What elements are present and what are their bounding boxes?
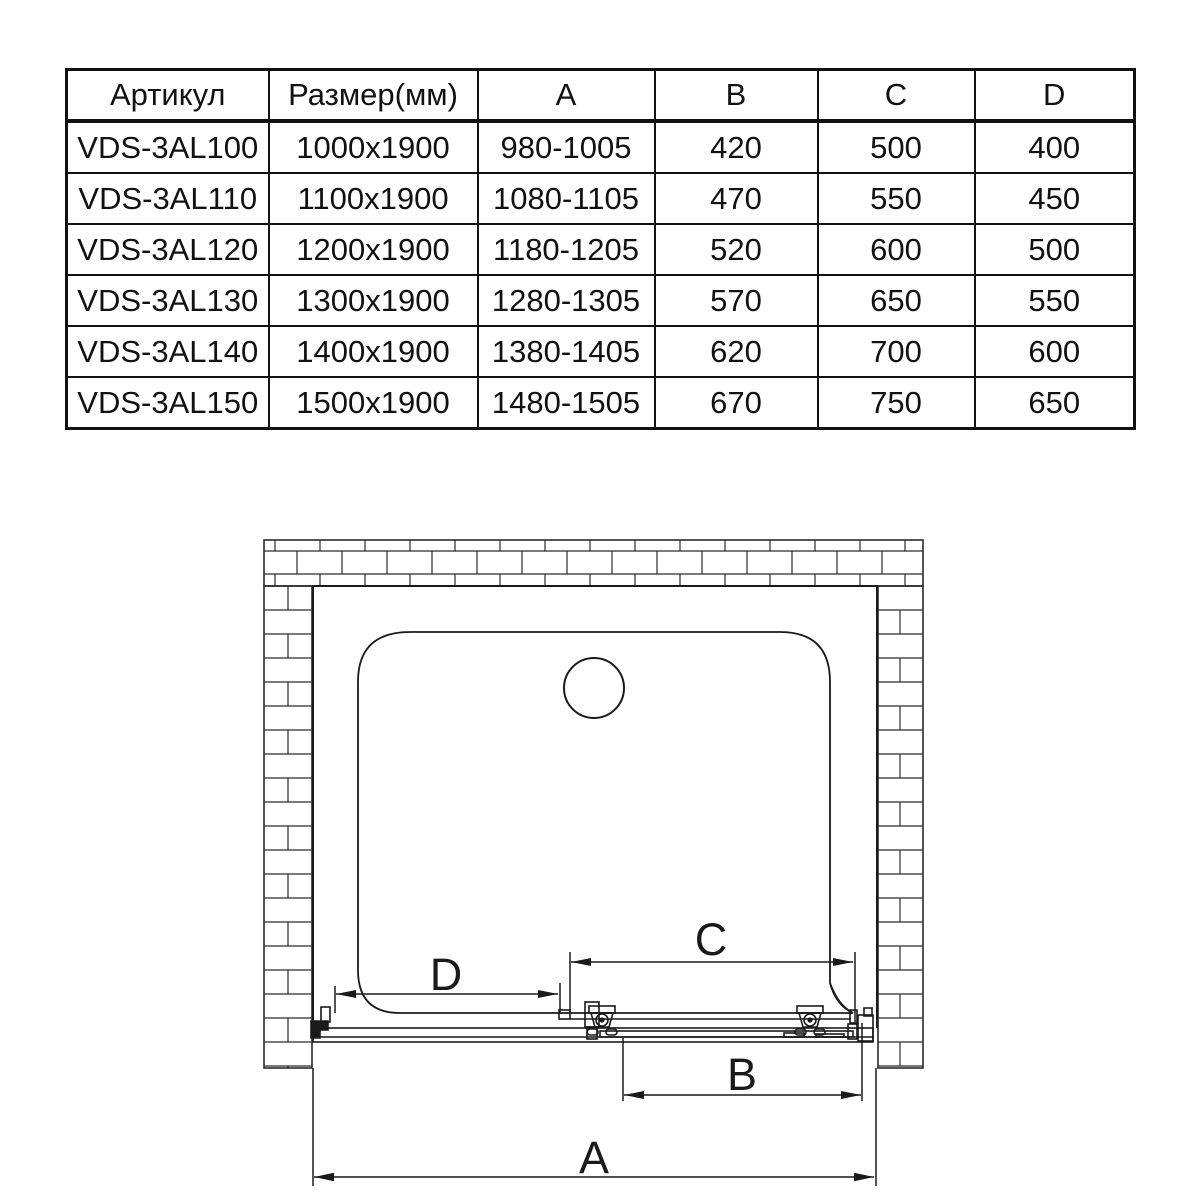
table-cell: 1180-1205 bbox=[478, 224, 655, 275]
table-cell: 620 bbox=[655, 326, 818, 377]
table-cell: 1300x1900 bbox=[269, 275, 478, 326]
table-cell: 1100x1900 bbox=[269, 173, 478, 224]
table-cell: 650 bbox=[818, 275, 975, 326]
table-cell: VDS-3AL110 bbox=[67, 173, 269, 224]
table-cell: VDS-3AL150 bbox=[67, 377, 269, 429]
table-cell: 1280-1305 bbox=[478, 275, 655, 326]
table-cell: 500 bbox=[975, 224, 1135, 275]
dimension-label-d: D bbox=[429, 949, 463, 1000]
table-cell: 520 bbox=[655, 224, 818, 275]
table-cell: 500 bbox=[818, 121, 975, 173]
table-cell: 450 bbox=[975, 173, 1135, 224]
column-header: Артикул bbox=[67, 70, 269, 122]
table-cell: VDS-3AL140 bbox=[67, 326, 269, 377]
table-cell: 1380-1405 bbox=[478, 326, 655, 377]
table-cell: 550 bbox=[975, 275, 1135, 326]
brick-wall bbox=[264, 540, 923, 1068]
column-header: B bbox=[655, 70, 818, 122]
table-cell: VDS-3AL120 bbox=[67, 224, 269, 275]
table-cell: 750 bbox=[818, 377, 975, 429]
table-cell: 980-1005 bbox=[478, 121, 655, 173]
table-cell: 600 bbox=[975, 326, 1135, 377]
table-cell: 570 bbox=[655, 275, 818, 326]
left-wall-profile bbox=[321, 1007, 330, 1022]
table-cell: 700 bbox=[818, 326, 975, 377]
column-header: A bbox=[478, 70, 655, 122]
table-cell: 470 bbox=[655, 173, 818, 224]
table-cell: VDS-3AL100 bbox=[67, 121, 269, 173]
table-cell: 1400x1900 bbox=[269, 326, 478, 377]
dimension-label-a: A bbox=[578, 1132, 610, 1183]
table-cell: 1480-1505 bbox=[478, 377, 655, 429]
table-cell: 1080-1105 bbox=[478, 173, 655, 224]
dimension-label-b: B bbox=[726, 1049, 758, 1100]
drain-circle bbox=[564, 658, 624, 718]
column-header: Размер(мм) bbox=[269, 70, 478, 122]
dimension-label-c: C bbox=[694, 914, 728, 965]
table-cell: 400 bbox=[975, 121, 1135, 173]
table-cell: VDS-3AL130 bbox=[67, 275, 269, 326]
table-cell: 1200x1900 bbox=[269, 224, 478, 275]
table-cell: 1000x1900 bbox=[269, 121, 478, 173]
table-cell: 600 bbox=[818, 224, 975, 275]
table-cell: 1500x1900 bbox=[269, 377, 478, 429]
table-cell: 670 bbox=[655, 377, 818, 429]
table-cell: 550 bbox=[818, 173, 975, 224]
table-cell: 420 bbox=[655, 121, 818, 173]
table-cell: 650 bbox=[975, 377, 1135, 429]
column-header: D bbox=[975, 70, 1135, 122]
column-header: C bbox=[818, 70, 975, 122]
